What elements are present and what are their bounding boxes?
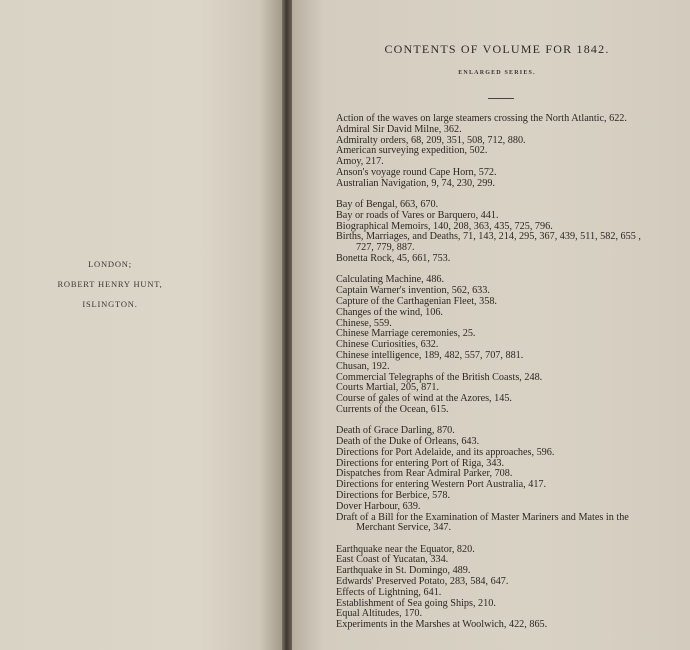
printer-imprint: [40, 254, 180, 314]
index-entry: Action of the waves on large steamers crossing the North Atlantic, 622.: [336, 113, 627, 124]
index-entry: Chinese intelligence, 189, 482, 557, 707, 881.: [336, 349, 524, 361]
index-entry: Dispatches from Rear Admiral Parker, 708.: [336, 468, 513, 480]
index-entry: Effects of Lightning, 641.: [336, 586, 442, 598]
index-entry: Edwards' Preserved Potato, 283, 584, 647.: [336, 576, 509, 588]
index-entry-continuation: Merchant Service, 347.: [356, 522, 452, 534]
index-entry: Bay or roads of Vares or Barquero, 441.: [336, 209, 499, 221]
index-entry: Chusan, 192.: [336, 360, 390, 372]
title-rule: [488, 98, 514, 99]
index-entry: Directions for Port Adelaide, and its approaches, 596.: [336, 446, 555, 458]
index-group-a: [336, 114, 686, 190]
index-entry: Death of the Duke of Orleans, 643.: [336, 436, 480, 448]
index-entry: Death of Grace Darling, 870.: [336, 425, 455, 437]
index-entry: Earthquake near the Equator, 820.: [336, 543, 475, 555]
index-entry: Admiral Sir David Milne, 362.: [336, 123, 462, 135]
index-entry: Directions for entering Western Port Australia, 417.: [336, 479, 547, 491]
imprint-line: ROBERT HENRY HUNT,: [57, 279, 163, 289]
index-entry: Establishment of Sea going Ships, 210.: [336, 597, 496, 609]
index-entry: Commercial Telegraphs of the British Coasts, 248.: [336, 371, 543, 383]
index-entry: Bonetta Rock, 45, 661, 753.: [336, 253, 451, 265]
index-entry: Births, Marriages, and Deaths, 71, 143, 214, 295, 367, 439, 511, 582, 655 ,: [336, 231, 641, 243]
index-entry: Captain Warner's invention, 562, 633.: [336, 285, 490, 297]
index-entry: Bay of Bengal, 663, 670.: [336, 199, 439, 211]
index-group-d: [336, 426, 686, 534]
left-page: [0, 0, 282, 650]
index-entry-continuation: 727, 779, 887.: [356, 242, 415, 254]
imprint-line: ISLINGTON.: [82, 299, 138, 309]
index-entry: Course of gales of wind at the Azores, 145.: [336, 393, 512, 405]
index-entry: Dover Harbour, 639.: [336, 500, 421, 512]
index-entry: Changes of the wind, 106.: [336, 306, 443, 318]
index-entry: Experiments in the Marshes at Woolwich, 422, 865.: [336, 619, 548, 631]
right-page: [292, 0, 690, 650]
contents-index: [336, 114, 686, 642]
index-group-c: [336, 275, 686, 415]
imprint-line: LONDON;: [88, 259, 132, 269]
index-entry: American surveying expedition, 502.: [336, 145, 488, 157]
index-group-b: [336, 200, 686, 265]
index-entry: Equal Altitudes, 170.: [336, 608, 423, 620]
index-entry: Australian Navigation, 9, 74, 230, 299.: [336, 177, 496, 189]
index-entry: Chinese, 559.: [336, 317, 392, 329]
index-entry: Directions for entering Port of Riga, 343.: [336, 457, 505, 469]
index-entry: Earthquake in St. Domingo, 489.: [336, 565, 471, 577]
index-entry: Biographical Memoirs, 140, 208, 363, 435, 725, 796.: [336, 220, 553, 232]
index-entry: Admiralty orders, 68, 209, 351, 508, 712, 880.: [336, 134, 526, 146]
index-entry: East Coast of Yucatan, 334.: [336, 554, 449, 566]
index-entry: Draft of a Bill for the Examination of Master Mariners and Mates in the: [336, 511, 629, 523]
page-title: CONTENTS OF VOLUME FOR 1842.: [384, 42, 610, 56]
book-spine: [282, 0, 292, 650]
index-entry: Courts Martial, 205, 871.: [336, 382, 439, 394]
index-entry: Directions for Berbice, 578.: [336, 490, 451, 501]
index-group-e: [336, 545, 686, 631]
index-entry: Anson's voyage round Cape Horn, 572.: [336, 166, 497, 178]
index-entry: Calculating Machine, 486.: [336, 274, 445, 286]
index-entry: Currents of the Ocean, 615.: [336, 403, 449, 415]
index-entry: Chinese Curiosities, 632.: [336, 339, 439, 351]
index-entry: Capture of the Carthagenian Fleet, 358.: [336, 295, 497, 307]
index-entry: Amoy, 217.: [336, 156, 384, 168]
index-entry: Chinese Marriage ceremonies, 25.: [336, 328, 476, 340]
page-subtitle: ENLARGED SERIES.: [458, 70, 536, 76]
